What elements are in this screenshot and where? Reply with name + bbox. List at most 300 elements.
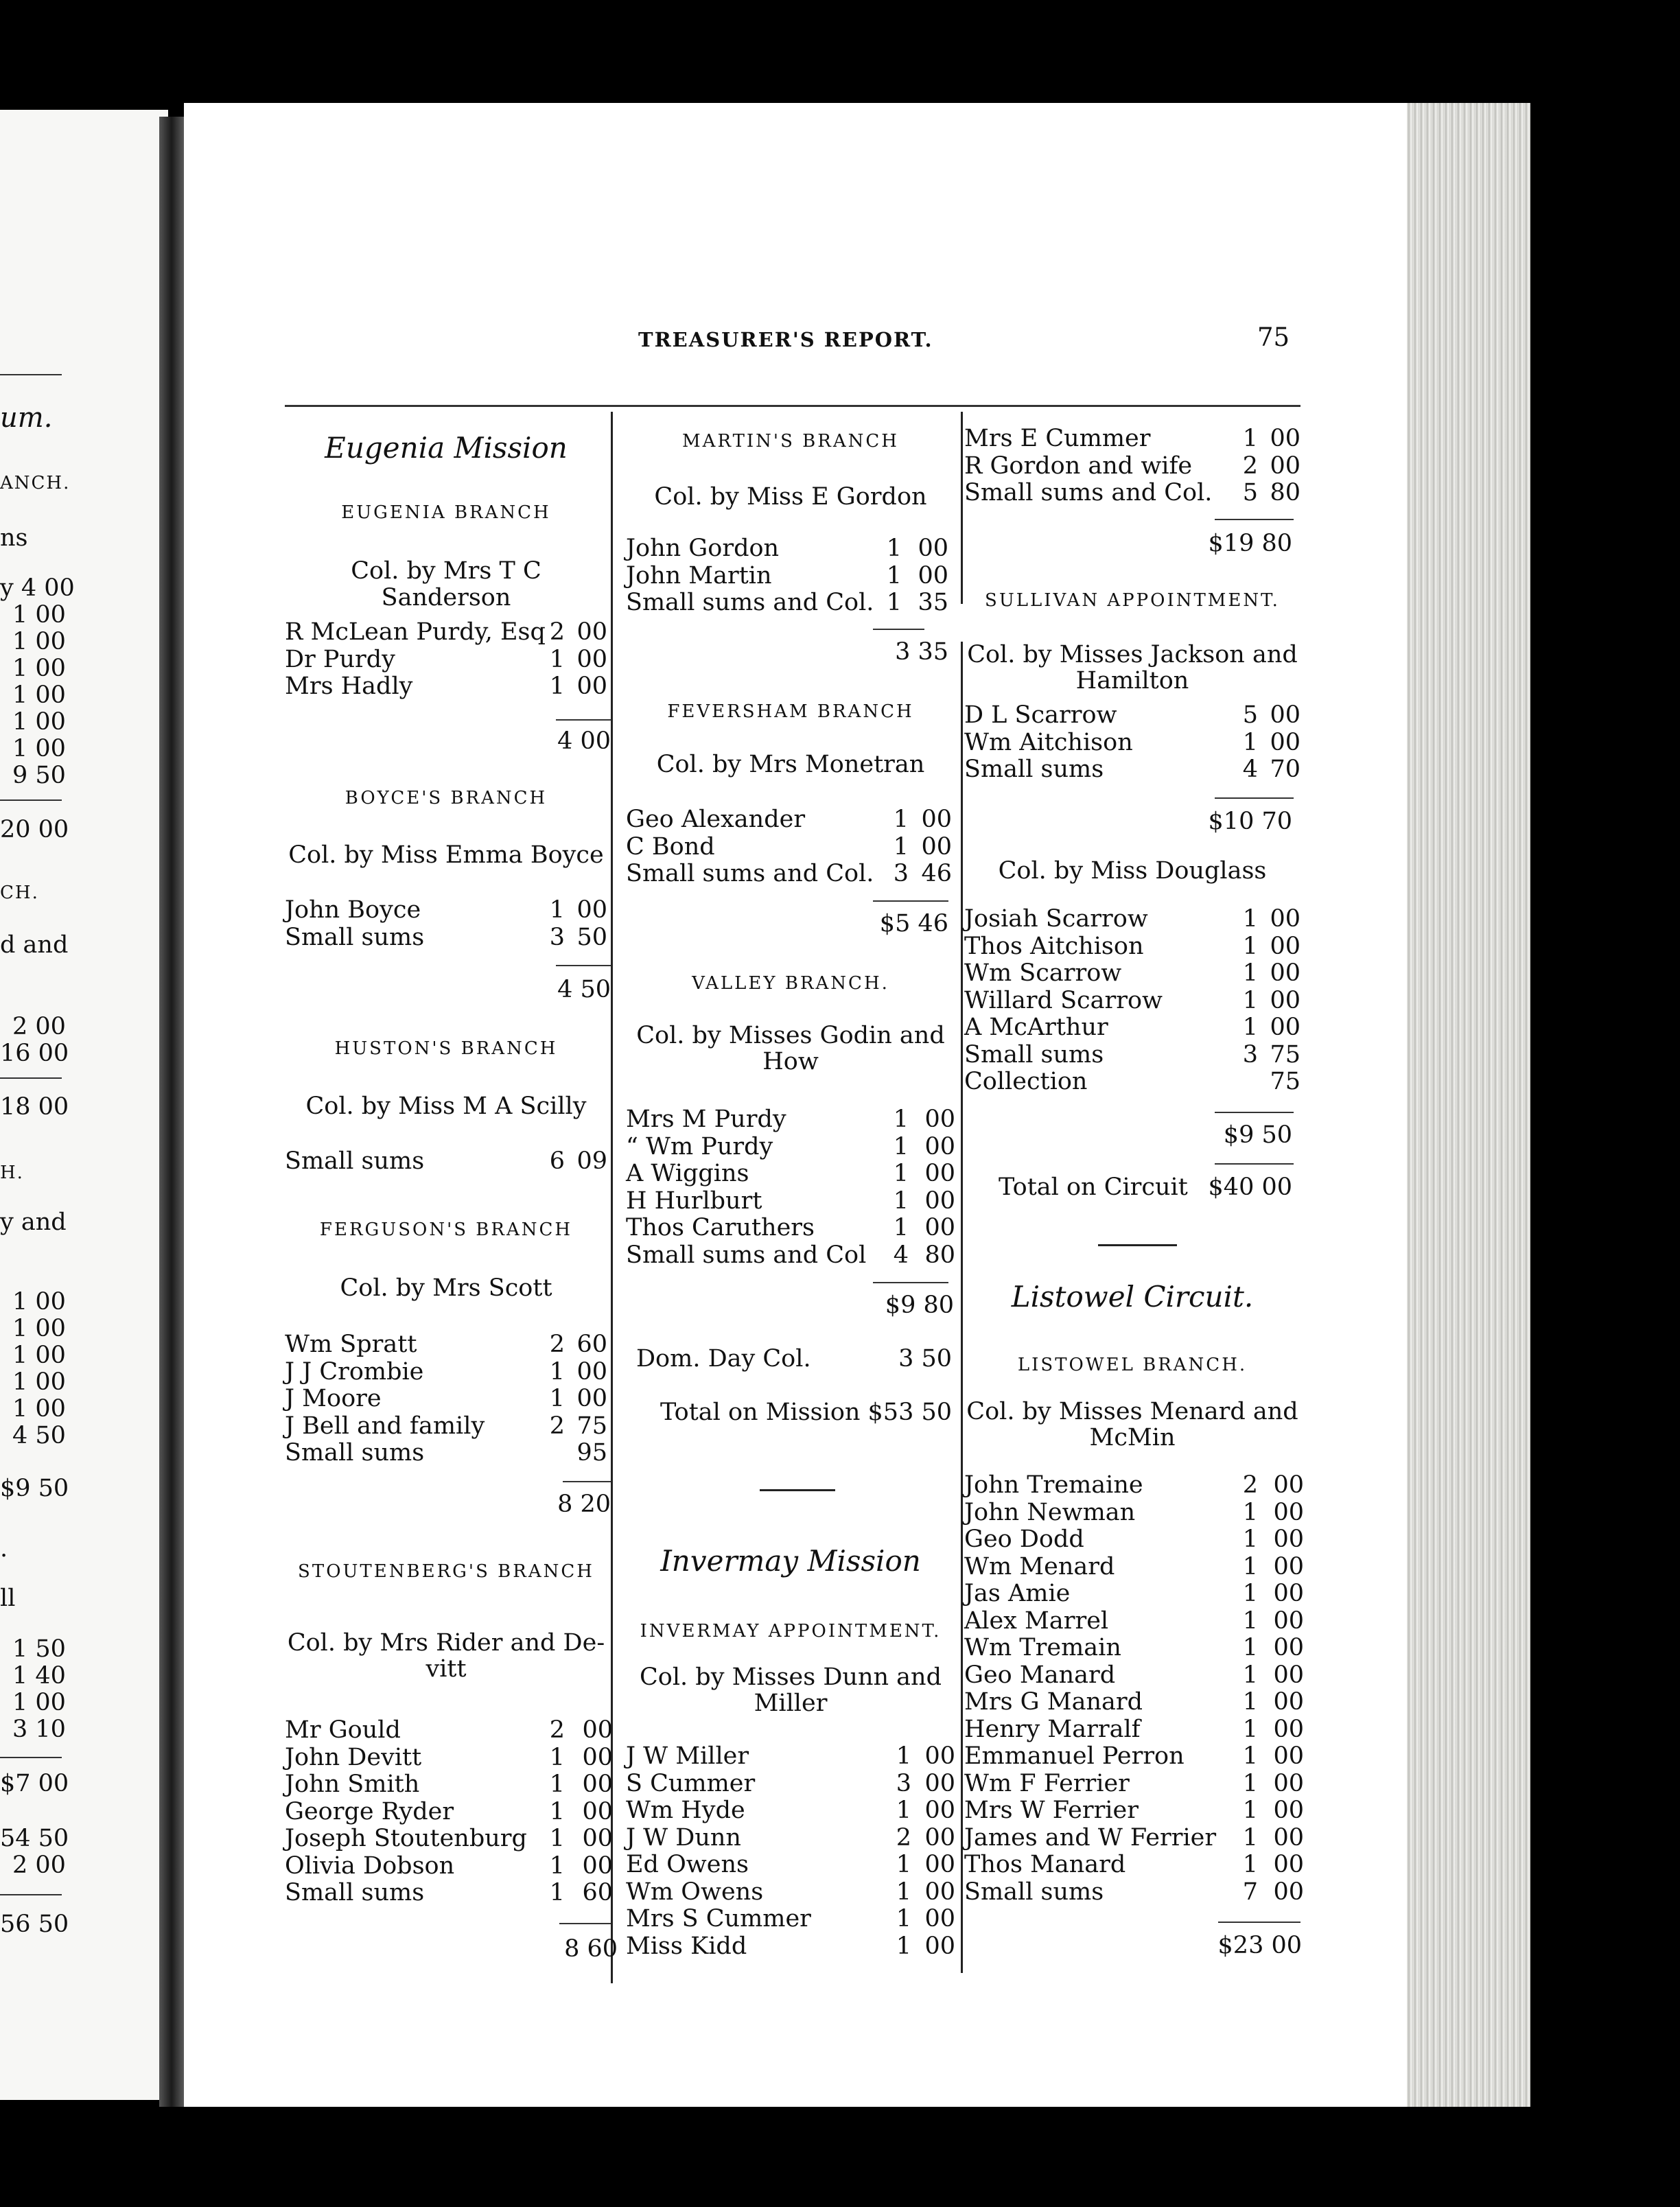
fragment-text: 1 00 bbox=[12, 708, 66, 736]
entry-dollars: 1 bbox=[1242, 1526, 1258, 1553]
entry-dollars: 5 bbox=[1242, 701, 1258, 729]
fragment-text: . bbox=[0, 1535, 8, 1563]
entry-cents: 00 bbox=[921, 832, 952, 861]
entry-row bbox=[964, 1498, 1304, 1527]
entry-cents: 75 bbox=[1270, 1040, 1300, 1069]
branch-heading: BOYCE'S BRANCH bbox=[345, 788, 548, 808]
entry-name: Small sums and Col. bbox=[626, 589, 874, 616]
entry-name: A Wiggins bbox=[626, 1160, 749, 1187]
entry-name: Jas Amie bbox=[964, 1580, 1071, 1607]
entry-name: John Gordon bbox=[626, 535, 780, 562]
entry-cents: 00 bbox=[576, 645, 607, 673]
entry-row bbox=[964, 1688, 1304, 1716]
fragment-text: 1 00 bbox=[12, 1689, 66, 1716]
entry-dollars: 1 bbox=[1242, 1661, 1258, 1689]
fragment-text: 1 00 bbox=[12, 1315, 66, 1342]
collector-line: Col. by Mrs Monetran bbox=[656, 751, 925, 778]
entry-name: John Boyce bbox=[285, 896, 421, 924]
entry-name: Small sums bbox=[964, 1878, 1104, 1906]
collector-line: Col. by Misses Dunn and bbox=[640, 1663, 942, 1691]
entry-cents: 00 bbox=[1273, 1634, 1304, 1661]
page-number: 75 bbox=[1257, 323, 1290, 352]
entry-name: Wm Hyde bbox=[626, 1797, 745, 1824]
entry-name: Miss Kidd bbox=[626, 1932, 747, 1960]
collector-line: Col. by Misses Godin and bbox=[636, 1022, 945, 1049]
entry-dollars: 1 bbox=[893, 1187, 909, 1215]
fragment-rule bbox=[0, 374, 62, 375]
entry-cents: 00 bbox=[1273, 1526, 1304, 1553]
entry-name: Small sums and Col bbox=[626, 1241, 867, 1269]
book-binding bbox=[159, 117, 187, 2107]
entry-name: John Devitt bbox=[285, 1743, 422, 1771]
entry-cents: 00 bbox=[576, 1357, 607, 1386]
entry-cents: 00 bbox=[582, 1852, 613, 1880]
entry-cents: 00 bbox=[576, 896, 607, 924]
entry-row bbox=[285, 646, 607, 674]
entry-row bbox=[626, 834, 955, 861]
entry-cents: 00 bbox=[582, 1771, 613, 1798]
entry-dollars: 1 bbox=[549, 1743, 565, 1771]
entry-name: J W Miller bbox=[626, 1742, 749, 1770]
entry-name: John Smith bbox=[285, 1771, 420, 1798]
entry-dollars: 1 bbox=[896, 1905, 911, 1932]
entry-row bbox=[285, 1743, 613, 1772]
fragment-text: 20 00 bbox=[0, 816, 69, 843]
entry-dollars: 1 bbox=[1242, 1715, 1258, 1743]
entry-name: Thos Caruthers bbox=[626, 1214, 815, 1241]
entry-list bbox=[285, 1331, 607, 1467]
entry-cents: 70 bbox=[1270, 756, 1300, 783]
entry-name: H Hurlburt bbox=[626, 1187, 762, 1215]
entry-dollars: 1 bbox=[893, 1160, 909, 1187]
mission-title: Invermay Mission bbox=[660, 1544, 921, 1578]
fragment-text: 9 50 bbox=[12, 762, 66, 789]
fragment-text: 1 00 bbox=[12, 735, 66, 762]
collector-line: Col. by Mrs Rider and De- bbox=[287, 1629, 605, 1657]
entry-cents: 75 bbox=[576, 1412, 607, 1440]
sum-rule bbox=[556, 719, 611, 721]
entry-dollars: 4 bbox=[893, 1241, 909, 1269]
collector-line: Col. by Misses Jackson and bbox=[967, 641, 1298, 668]
entry-dollars: 1 bbox=[1242, 1769, 1258, 1797]
entry-cents: 75 bbox=[1270, 1068, 1300, 1095]
entry-cents: 00 bbox=[1270, 959, 1300, 987]
entry-cents: 00 bbox=[1273, 1851, 1304, 1878]
entry-name: Wm Menard bbox=[964, 1552, 1115, 1580]
entry-dollars: 1 bbox=[1242, 1742, 1258, 1770]
entry-cents: 00 bbox=[582, 1797, 613, 1825]
entry-dollars: 1 bbox=[893, 832, 909, 861]
collector-line: Col. by Miss Emma Boyce bbox=[288, 841, 604, 869]
entry-row bbox=[626, 1825, 955, 1852]
sum-rule bbox=[873, 900, 948, 902]
entry-dollars: 1 bbox=[886, 561, 902, 589]
entry-cents: 00 bbox=[576, 618, 607, 646]
entry-row bbox=[964, 425, 1300, 453]
sum-rule bbox=[873, 629, 924, 630]
entry-row bbox=[964, 1552, 1304, 1581]
fragment-text: 3 10 bbox=[12, 1716, 66, 1743]
entry-dollars: 1 bbox=[1242, 1580, 1258, 1607]
branch-heading: FERGUSON'S BRANCH bbox=[319, 1219, 573, 1240]
fragment-text: 1 00 bbox=[12, 601, 66, 629]
entry-name: Mrs G Manard bbox=[964, 1688, 1143, 1716]
entry-cents: 00 bbox=[1270, 701, 1300, 729]
fragment-text: 16 00 bbox=[0, 1040, 69, 1067]
fragment-rule bbox=[0, 1894, 62, 1895]
entry-cents: 00 bbox=[576, 673, 607, 700]
entry-name: Small sums bbox=[285, 1439, 425, 1467]
entry-cents: 00 bbox=[918, 561, 948, 589]
entry-row bbox=[285, 1771, 613, 1799]
entry-name: J J Crombie bbox=[285, 1357, 424, 1386]
entry-row bbox=[964, 1823, 1304, 1852]
entry-name: Geo Dodd bbox=[964, 1526, 1084, 1553]
entry-row bbox=[964, 1526, 1304, 1554]
sum-rule bbox=[873, 1282, 948, 1283]
entry-cents: 00 bbox=[1273, 1823, 1304, 1852]
entry-cents: 00 bbox=[582, 1743, 613, 1771]
fragment-text: $7 00 bbox=[0, 1770, 69, 1797]
entry-row bbox=[285, 1413, 607, 1440]
entry-name: Mrs E Cummer bbox=[964, 425, 1151, 452]
entry-cents: 00 bbox=[924, 1797, 955, 1824]
entry-dollars: 1 bbox=[896, 1878, 911, 1906]
entry-row bbox=[626, 1771, 955, 1798]
fragment-text: H. bbox=[0, 1163, 24, 1183]
entry-name: George Ryder bbox=[285, 1797, 454, 1825]
entry-name: Small sums bbox=[285, 1879, 425, 1906]
entry-cents: 00 bbox=[924, 1742, 955, 1770]
entry-dollars: 1 bbox=[893, 806, 909, 833]
fragment-text: d and bbox=[0, 931, 69, 959]
collector-line: Col. by Miss E Gordon bbox=[654, 483, 927, 511]
sum-rule bbox=[1215, 1112, 1294, 1113]
entry-list bbox=[964, 1471, 1304, 1906]
branch-heading: STOUTENBERG'S BRANCH bbox=[298, 1561, 594, 1582]
branch-heading: SULLIVAN APPOINTMENT. bbox=[985, 590, 1280, 611]
entry-name: S Cummer bbox=[626, 1769, 756, 1797]
entry-row bbox=[964, 1069, 1300, 1096]
entry-cents: 00 bbox=[1270, 728, 1300, 756]
entry-cents: 00 bbox=[1270, 1014, 1300, 1041]
entry-dollars: 1 bbox=[1242, 1014, 1258, 1041]
entry-name: Mr Gould bbox=[285, 1716, 401, 1744]
entry-name: Wm Aitchison bbox=[964, 728, 1133, 756]
entry-name: Geo Manard bbox=[964, 1661, 1116, 1689]
entry-cents: 00 bbox=[1270, 986, 1300, 1014]
entry-cents: 00 bbox=[1270, 452, 1300, 480]
fragment-text: 1 00 bbox=[12, 1395, 66, 1423]
entry-name: Willard Scarrow bbox=[964, 986, 1163, 1014]
entry-name: Emmanuel Perron bbox=[964, 1742, 1185, 1770]
entry-dollars: 1 bbox=[549, 1852, 565, 1880]
collector-line-continued: vitt bbox=[425, 1655, 467, 1683]
entry-dollars: 1 bbox=[1242, 1851, 1258, 1878]
entry-cents: 00 bbox=[1273, 1769, 1304, 1797]
entry-row bbox=[964, 1878, 1304, 1906]
entry-dollars: 1 bbox=[896, 1932, 911, 1960]
entry-dollars: 1 bbox=[896, 1851, 911, 1878]
collector-line-continued: Miller bbox=[754, 1690, 828, 1717]
entry-list bbox=[626, 1743, 955, 1960]
section-divider bbox=[760, 1489, 835, 1491]
entry-list bbox=[626, 535, 955, 617]
entry-dollars: 2 bbox=[1242, 452, 1258, 480]
entry-name: Small sums and Col. bbox=[626, 860, 874, 887]
entry-row bbox=[964, 988, 1300, 1015]
entry-dollars: 2 bbox=[549, 1412, 565, 1440]
entry-name: Wm Spratt bbox=[285, 1331, 417, 1358]
fragment-text: 1 00 bbox=[12, 1288, 66, 1316]
entry-name: Alex Marrel bbox=[964, 1607, 1109, 1635]
fragment-text: y and bbox=[0, 1208, 67, 1236]
entry-name: Wm Tremain bbox=[964, 1634, 1121, 1661]
entry-name: Wm Owens bbox=[626, 1878, 764, 1906]
entry-row bbox=[285, 924, 607, 952]
entry-row bbox=[964, 480, 1300, 507]
entry-row bbox=[626, 1134, 955, 1161]
entry-cents: 00 bbox=[1270, 905, 1300, 933]
entry-dollars: 1 bbox=[896, 1742, 911, 1770]
entry-name: John Tremaine bbox=[964, 1471, 1143, 1499]
entry-row bbox=[964, 906, 1300, 933]
entry-row bbox=[626, 1743, 955, 1771]
entry-cents: 00 bbox=[1273, 1471, 1304, 1499]
entry-dollars: 1 bbox=[549, 1797, 565, 1825]
entry-name: Thos Manard bbox=[964, 1851, 1126, 1878]
collector-line-continued: McMin bbox=[1089, 1424, 1176, 1451]
entry-dollars: 1 bbox=[886, 535, 902, 562]
entry-dollars: 1 bbox=[1242, 1634, 1258, 1661]
entry-cents: 00 bbox=[1273, 1552, 1304, 1580]
entry-dollars: 2 bbox=[1242, 1471, 1258, 1499]
entry-dollars: 6 bbox=[549, 1147, 565, 1175]
entry-dollars: 1 bbox=[1242, 1797, 1258, 1824]
entry-cents: 00 bbox=[924, 1160, 955, 1187]
entry-dollars: 1 bbox=[549, 1357, 565, 1386]
entry-cents: 00 bbox=[918, 535, 948, 562]
entry-dollars: 1 bbox=[1242, 1552, 1258, 1580]
entry-name: Mrs W Ferrier bbox=[964, 1797, 1139, 1824]
entry-dollars: 1 bbox=[1242, 932, 1258, 960]
entry-cents: 00 bbox=[924, 1769, 955, 1797]
entry-row bbox=[285, 1148, 607, 1176]
entry-row bbox=[964, 1042, 1300, 1069]
branch-heading: HUSTON'S BRANCH bbox=[334, 1038, 558, 1059]
sum-rule bbox=[1215, 797, 1294, 799]
entry-dollars: 3 bbox=[893, 860, 909, 887]
entry-row bbox=[964, 1851, 1304, 1879]
branch-heading: FEVERSHAM BRANCH bbox=[667, 701, 914, 722]
entry-dollars: 3 bbox=[1242, 1040, 1258, 1069]
entry-cents: 50 bbox=[576, 923, 607, 951]
entry-row bbox=[285, 1440, 607, 1467]
entry-row bbox=[626, 861, 955, 888]
fragment-rule bbox=[0, 1077, 62, 1079]
entry-row bbox=[964, 1715, 1304, 1744]
entry-name: Olivia Dobson bbox=[285, 1852, 455, 1880]
column-divider bbox=[961, 412, 963, 604]
entry-row bbox=[626, 806, 955, 834]
entry-name: Thos Aitchison bbox=[964, 932, 1144, 960]
fragment-text: 4 50 bbox=[12, 1422, 66, 1449]
entry-dollars: 1 bbox=[1242, 986, 1258, 1014]
entry-cents: 00 bbox=[1273, 1607, 1304, 1635]
column-divider bbox=[961, 642, 963, 1973]
entry-dollars: 1 bbox=[1242, 728, 1258, 756]
entry-name: Small sums and Col. bbox=[964, 479, 1213, 506]
entry-cents: 00 bbox=[924, 1851, 955, 1878]
fragment-text: 1 00 bbox=[12, 681, 66, 709]
running-header: TREASURER'S REPORT. bbox=[638, 328, 933, 351]
entry-name: Dr Purdy bbox=[285, 645, 395, 673]
entry-name: Ed Owens bbox=[626, 1851, 749, 1878]
entry-list bbox=[626, 806, 955, 888]
entry-cents: 60 bbox=[582, 1879, 613, 1906]
entry-row bbox=[964, 933, 1300, 961]
entry-cents: 00 bbox=[924, 1905, 955, 1932]
entry-row bbox=[285, 1331, 607, 1359]
sum-rule bbox=[1215, 519, 1294, 520]
collector-line: Col. by Mrs T C Sanderson bbox=[351, 557, 541, 611]
fragment-text: 1 00 bbox=[12, 628, 66, 655]
entry-row bbox=[285, 619, 607, 646]
entry-row bbox=[626, 1906, 955, 1933]
collector-line: Col. by Misses Menard and bbox=[966, 1398, 1298, 1425]
entry-name: John Martin bbox=[626, 561, 772, 589]
entry-row bbox=[626, 1242, 955, 1270]
entry-cents: 00 bbox=[1273, 1498, 1304, 1526]
entry-dollars: 2 bbox=[549, 618, 565, 646]
collector-line: Col. by Miss Douglass bbox=[998, 857, 1267, 885]
entry-row bbox=[285, 1797, 613, 1826]
entry-name: R McLean Purdy, Esq bbox=[285, 618, 546, 646]
entry-row bbox=[964, 1661, 1304, 1690]
fragment-text: 54 50 bbox=[0, 1825, 69, 1852]
entry-row bbox=[626, 535, 955, 563]
entry-name: J W Dunn bbox=[626, 1823, 741, 1852]
entry-dollars: 1 bbox=[549, 896, 565, 924]
entry-name: John Newman bbox=[964, 1498, 1136, 1526]
entry-row bbox=[285, 1359, 607, 1386]
fragment-text: 2 00 bbox=[12, 1852, 66, 1879]
entry-cents: 60 bbox=[576, 1331, 607, 1358]
entry-dollars: 1 bbox=[1242, 1823, 1258, 1852]
entry-dollars: 1 bbox=[549, 1771, 565, 1798]
fragment-text: ит. bbox=[0, 402, 53, 434]
entry-dollars: 1 bbox=[549, 673, 565, 700]
entry-row bbox=[626, 1933, 955, 1961]
entry-row bbox=[964, 453, 1300, 480]
entry-row bbox=[964, 1014, 1300, 1042]
branch-heading: LISTOWEL BRANCH. bbox=[1017, 1355, 1248, 1375]
entry-name: Small sums bbox=[285, 923, 425, 951]
sum-rule bbox=[1218, 1922, 1300, 1923]
entry-row bbox=[964, 1607, 1304, 1635]
entry-dollars: 1 bbox=[549, 645, 565, 673]
entry-dollars: 2 bbox=[549, 1716, 565, 1744]
page-edges bbox=[1407, 103, 1530, 2107]
section-divider bbox=[1098, 1244, 1177, 1246]
entry-row bbox=[285, 1852, 613, 1880]
fragment-rule bbox=[0, 799, 62, 801]
fragment-text: ANCH. bbox=[0, 473, 71, 493]
fragment-text: y 4 00 bbox=[0, 574, 75, 602]
entry-cents: 00 bbox=[582, 1825, 613, 1852]
entry-dollars: 1 bbox=[893, 1106, 909, 1133]
entry-name: Small sums bbox=[964, 1040, 1104, 1069]
entry-cents: 00 bbox=[1273, 1688, 1304, 1716]
fragment-text: 18 00 bbox=[0, 1093, 69, 1121]
entry-cents: 00 bbox=[924, 1187, 955, 1215]
entry-row bbox=[964, 1471, 1304, 1499]
entry-dollars: 1 bbox=[896, 1797, 911, 1824]
fragment-text: 56 50 bbox=[0, 1911, 69, 1938]
fragment-text: ll bbox=[0, 1585, 16, 1612]
entry-dollars: 1 bbox=[893, 1214, 909, 1241]
entry-cents: 00 bbox=[1273, 1661, 1304, 1689]
entry-row bbox=[626, 1106, 955, 1134]
entry-dollars: 1 bbox=[1242, 1688, 1258, 1716]
entry-cents: 80 bbox=[924, 1241, 955, 1269]
entry-dollars: 3 bbox=[896, 1769, 911, 1797]
entry-dollars: 1 bbox=[1242, 959, 1258, 987]
entry-cents: 00 bbox=[924, 1106, 955, 1133]
branch-heading: EUGENIA BRANCH bbox=[341, 502, 551, 523]
entry-row bbox=[964, 1634, 1304, 1662]
collector-line-continued: Hamilton bbox=[1075, 667, 1189, 694]
entry-row bbox=[964, 702, 1300, 729]
entry-dollars: 5 bbox=[1242, 479, 1258, 506]
entry-row bbox=[626, 589, 955, 617]
entry-name: A McArthur bbox=[964, 1014, 1108, 1041]
collector-line: Col. by Mrs Scott bbox=[340, 1274, 552, 1302]
fragment-text: 1 40 bbox=[12, 1662, 66, 1690]
entry-list bbox=[285, 897, 607, 951]
fragment-text: $9 50 bbox=[0, 1475, 69, 1502]
branch-heading: INVERMAY APPOINTMENT. bbox=[640, 1621, 942, 1642]
sum-rule bbox=[1215, 1163, 1294, 1165]
sum-rule bbox=[559, 1923, 611, 1924]
entry-row bbox=[964, 756, 1300, 784]
entry-cents: 80 bbox=[1270, 479, 1300, 506]
entry-row bbox=[285, 1825, 613, 1853]
entry-list bbox=[285, 1716, 613, 1907]
collector-line-continued: How bbox=[762, 1048, 819, 1075]
entry-list bbox=[285, 1148, 607, 1176]
fragment-text: 2 00 bbox=[12, 1013, 66, 1040]
entry-dollars: 1 bbox=[1242, 1498, 1258, 1526]
entry-cents: 00 bbox=[924, 1823, 955, 1852]
entry-row bbox=[285, 1879, 613, 1907]
fragment-text: 1 00 bbox=[12, 655, 66, 682]
entry-row bbox=[285, 897, 607, 924]
entry-name: Josiah Scarrow bbox=[964, 905, 1148, 933]
entry-dollars: 1 bbox=[549, 1385, 565, 1412]
entry-row bbox=[626, 1797, 955, 1825]
entry-list bbox=[964, 702, 1300, 784]
sum-rule bbox=[563, 1481, 611, 1482]
entry-name: Mrs Hadly bbox=[285, 673, 413, 700]
entry-name: Henry Marralf bbox=[964, 1715, 1141, 1743]
entry-name: J Moore bbox=[285, 1385, 382, 1412]
entry-cents: 00 bbox=[576, 1385, 607, 1412]
entry-row bbox=[285, 673, 607, 701]
entry-row bbox=[626, 1160, 955, 1188]
entry-dollars: 1 bbox=[1242, 905, 1258, 933]
entry-cents: 00 bbox=[924, 1878, 955, 1906]
